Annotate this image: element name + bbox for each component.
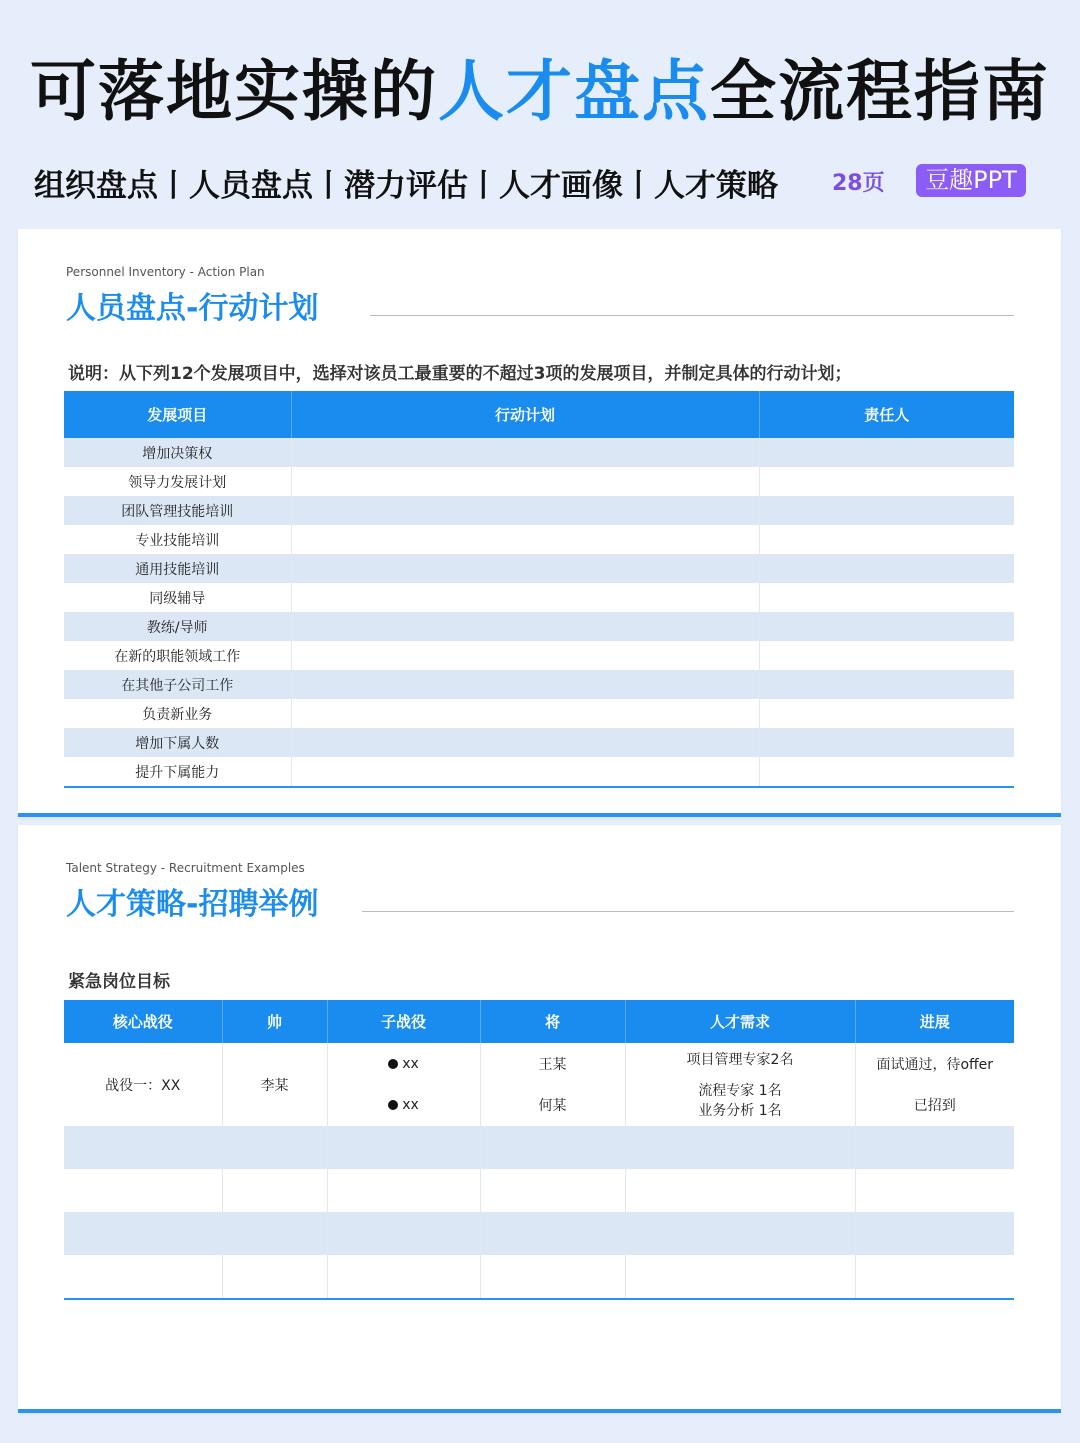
- owner-cell: [759, 554, 1014, 583]
- progress-1: 面试通过，待offer: [876, 1056, 994, 1073]
- owner-cell: [759, 641, 1014, 670]
- owner-cell: [759, 467, 1014, 496]
- header-sub-campaign: 子战役: [327, 1000, 480, 1043]
- table-row: [64, 554, 1014, 583]
- action-plan-cell: [291, 757, 759, 787]
- owner-cell: [759, 612, 1014, 641]
- section-note: 紧急岗位目标: [68, 972, 170, 992]
- general-2: 何某: [538, 1098, 567, 1115]
- general-cell: [480, 1043, 625, 1126]
- action-plan-cell: [291, 670, 759, 699]
- action-plan-cell: [291, 583, 759, 612]
- talent-need-1: 项目管理专家2名: [686, 1051, 794, 1068]
- progress-cell: [855, 1043, 1014, 1126]
- action-plan-cell: [291, 728, 759, 757]
- table-row: [64, 438, 1014, 467]
- owner-cell: [759, 757, 1014, 787]
- bullet-icon: [388, 1100, 398, 1110]
- dev-item: 通用技能培训: [64, 554, 291, 583]
- table-row: [64, 1126, 1014, 1169]
- table-row: [64, 1169, 1014, 1212]
- table-row: [64, 641, 1014, 670]
- table-row: [64, 728, 1014, 757]
- section-en-title: Talent Strategy - Recruitment Examples: [66, 861, 305, 875]
- talent-need-cell: [625, 1043, 855, 1126]
- table-row: [64, 525, 1014, 554]
- header-general: 将: [480, 1000, 625, 1043]
- dev-item: 同级辅导: [149, 590, 206, 607]
- owner-cell: [759, 670, 1014, 699]
- action-plan-cell: [291, 525, 759, 554]
- action-plan-cell: [291, 438, 759, 467]
- table-row: [64, 583, 1014, 612]
- dev-item: 负责新业务: [142, 706, 213, 723]
- dev-item: 在其他子公司工作: [64, 670, 291, 699]
- table-row: [64, 699, 1014, 728]
- title-divider: [362, 911, 1014, 912]
- dev-item: 团队管理技能培训: [64, 496, 291, 525]
- progress-2: 已招到: [913, 1098, 956, 1115]
- dev-item: 专业技能培训: [135, 532, 220, 549]
- header-owner: 责任人: [759, 391, 1014, 438]
- dev-item: 在新的职能领域工作: [114, 648, 241, 665]
- action-plan-card: [18, 229, 1061, 817]
- brand-badge: 豆趣PPT: [916, 164, 1026, 197]
- sub-campaign-cell: [327, 1043, 480, 1126]
- action-plan-cell: [291, 554, 759, 583]
- title-part-3: 全流程指南: [710, 53, 1050, 130]
- dev-item: 增加决策权: [64, 438, 291, 467]
- table-row: [64, 1212, 1014, 1255]
- title-part-1: 可落地实操的: [30, 53, 438, 130]
- dev-item: 提升下属能力: [64, 757, 291, 787]
- commander-cell: [222, 1043, 327, 1126]
- dev-item: 教练/导师: [64, 612, 291, 641]
- talent-need-2: 流程专家 1名 业务分析 1名: [698, 1083, 782, 1120]
- action-plan-cell: [291, 612, 759, 641]
- general-1: 王某: [538, 1056, 567, 1073]
- table-row: [64, 467, 1014, 496]
- commander-name: 李某: [260, 1077, 289, 1094]
- table-row: [64, 1255, 1014, 1299]
- table-row: [64, 496, 1014, 525]
- page-count: 28页: [832, 171, 885, 196]
- header-core-campaign: 核心战役: [64, 1000, 222, 1043]
- action-plan-cell: [291, 467, 759, 496]
- bullet-icon: [388, 1059, 398, 1069]
- main-title: [0, 38, 1080, 133]
- owner-cell: [759, 728, 1014, 757]
- section-cn-title: 人员盘点-行动计划: [66, 291, 319, 326]
- campaign-cell: [64, 1043, 222, 1126]
- action-plan-cell: [291, 699, 759, 728]
- owner-cell: [759, 583, 1014, 612]
- action-plan-table: [64, 391, 1014, 788]
- header-action-plan: 行动计划: [291, 391, 759, 438]
- owner-cell: [759, 496, 1014, 525]
- owner-cell: [759, 438, 1014, 467]
- section-cn-title: 人才策略-招聘举例: [66, 887, 319, 922]
- owner-cell: [759, 525, 1014, 554]
- title-divider: [370, 315, 1014, 316]
- action-plan-cell: [291, 496, 759, 525]
- table-row: [64, 757, 1014, 787]
- recruitment-table: [64, 1000, 1014, 1300]
- header-talent-need: 人才需求: [625, 1000, 855, 1043]
- dev-item: 增加下属人数: [64, 728, 291, 757]
- table-row: [64, 612, 1014, 641]
- table-row: [64, 670, 1014, 699]
- sub-campaign-2: xx: [328, 1097, 480, 1113]
- sub-campaign-1: xx: [328, 1056, 480, 1072]
- header-progress: 进展: [855, 1000, 1014, 1043]
- header-dev-item: 发展项目: [64, 391, 291, 438]
- subtitle: 组织盘点丨人员盘点丨潜力评估丨人才画像丨人才策略: [34, 168, 778, 204]
- dev-item: 领导力发展计划: [128, 474, 227, 491]
- recruitment-card: [18, 825, 1061, 1413]
- table-row: [64, 1043, 1014, 1126]
- owner-cell: [759, 699, 1014, 728]
- campaign-name: 战役一：XX: [105, 1077, 181, 1094]
- header-commander: 帅: [222, 1000, 327, 1043]
- action-plan-cell: [291, 641, 759, 670]
- title-highlight: 人才盘点: [438, 53, 710, 130]
- section-en-title: Personnel Inventory - Action Plan: [66, 265, 265, 279]
- instruction-note: 说明：从下列12个发展项目中，选择对该员工最重要的不超过3项的发展项目，并制定具体的行动计划；: [68, 364, 852, 384]
